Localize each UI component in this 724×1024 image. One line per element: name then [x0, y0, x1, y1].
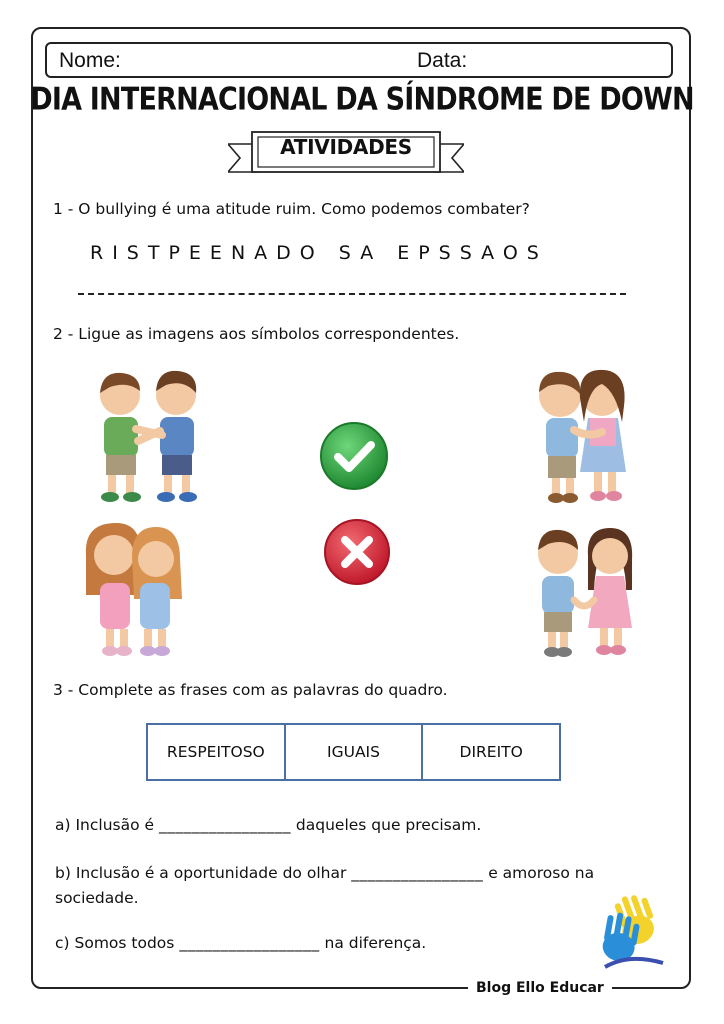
- word-bank: [146, 723, 561, 781]
- sentence-c-start: c) Somos todos: [55, 934, 175, 952]
- scrambled-words: RISTPEENADO SA EPSSAOS: [90, 242, 548, 264]
- girls-hugging-illustration: [76, 515, 191, 660]
- sentence-c-blank: _________________: [179, 934, 320, 952]
- sentence-a: [55, 813, 481, 838]
- banner-title: ATIVIDADES: [280, 135, 412, 159]
- word-bank-cell: IGUAIS: [284, 725, 422, 779]
- word-bank-cell: DIREITO: [421, 725, 559, 779]
- sentence-b: [55, 861, 655, 911]
- name-label: Nome:: [59, 49, 121, 72]
- name-date-bar: [45, 42, 673, 78]
- hands-logo-icon: [585, 893, 673, 975]
- blog-credit: Blog Ello Educar: [468, 980, 612, 996]
- sentence-b-blank: ________________: [351, 864, 484, 882]
- boys-fighting-illustration: [80, 365, 215, 505]
- kids-holding-hands-illustration: [522, 520, 647, 660]
- sentence-c-end: na diferença.: [324, 934, 427, 952]
- check-mark-icon: [318, 420, 390, 492]
- sentence-a-end: daqueles que precisam.: [295, 816, 482, 834]
- sentence-b-start: b) Inclusão é a oportunidade do olhar: [55, 864, 347, 882]
- sentence-b-end: e amoroso na sociedade.: [55, 864, 595, 907]
- x-mark-icon: [322, 517, 392, 587]
- sentence-a-start: a) Inclusão é: [55, 816, 155, 834]
- sentence-c: [55, 931, 426, 956]
- question-3: 3 - Complete as frases com as palavras do quadro.: [53, 681, 448, 699]
- answer-line: [78, 293, 626, 295]
- kids-hugging-illustration: [518, 362, 643, 507]
- sentence-a-blank: ________________: [158, 816, 291, 834]
- question-1: 1 - O bullying é uma atitude ruim. Como podemos combater?: [53, 200, 530, 218]
- question-2: 2 - Ligue as imagens aos símbolos correspondentes.: [53, 325, 460, 343]
- page-title: DIA INTERNACIONAL DA SÍNDROME DE DOWN: [30, 81, 694, 118]
- word-bank-cell: RESPEITOSO: [166, 743, 265, 761]
- date-label: Data:: [417, 49, 468, 72]
